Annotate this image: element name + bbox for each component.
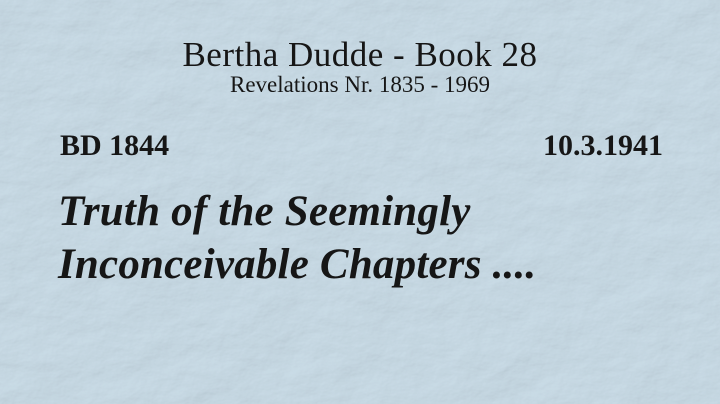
main-heading-line-1: Truth of the Seemingly: [58, 188, 471, 235]
document-id: BD 1844: [60, 129, 170, 162]
book-subtitle: Revelations Nr. 1835 - 1969: [230, 72, 490, 97]
book-title: Bertha Dudde - Book 28: [182, 35, 538, 74]
meta-row: [0, 131, 720, 161]
main-heading: [58, 185, 700, 291]
document-date: 10.3.1941: [543, 129, 663, 162]
main-heading-line-2: Inconceivable Chapters ....: [58, 241, 537, 288]
